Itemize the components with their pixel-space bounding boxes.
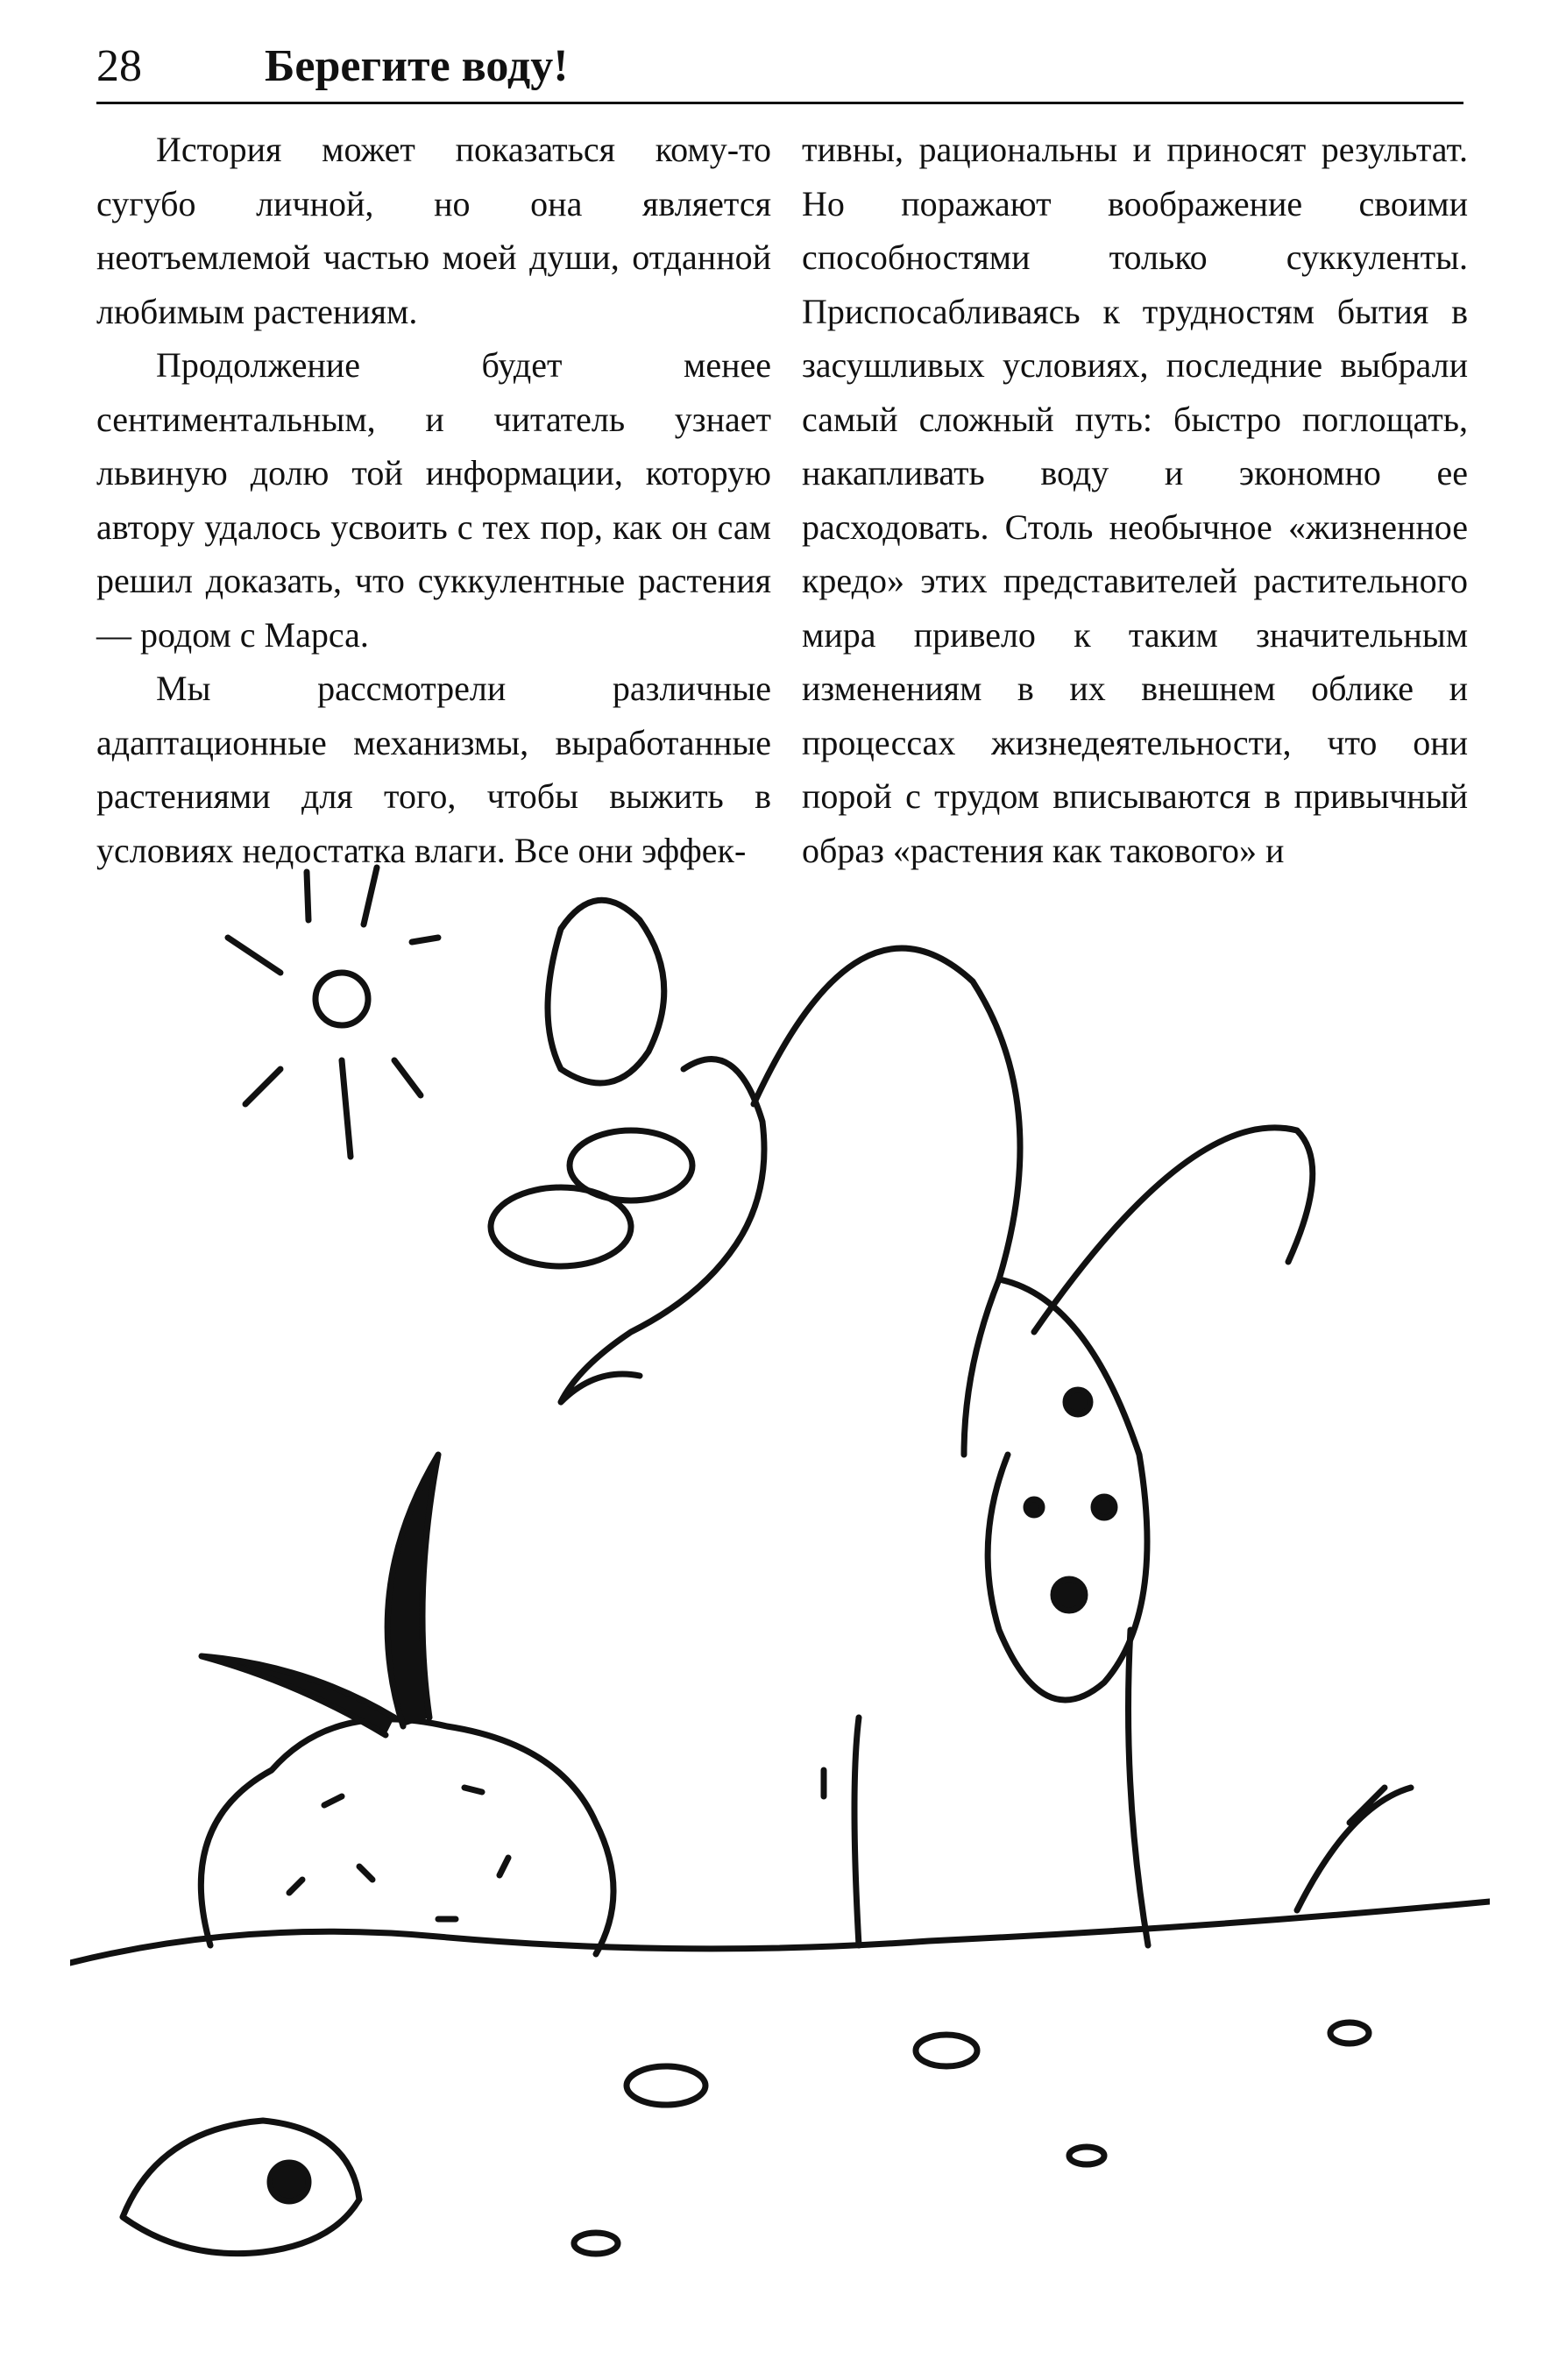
running-title: Берегите воду! (265, 41, 569, 91)
right-column (802, 123, 1468, 877)
cartoon-succulent-drawing-icon (70, 841, 1490, 2331)
paragraph: Продолжение будет менее сентиментальным, и читатель узнает львиную долю той информации, которую автору удалось усвоить с тех пор, как он сам решил доказать, что суккулентные растения — родом с Марса. (96, 345, 771, 655)
round-cactus-icon (201, 1455, 613, 1954)
page-number: 28 (96, 41, 142, 91)
page-header (96, 33, 1463, 104)
sun-icon (228, 868, 438, 1157)
left-column (96, 123, 771, 877)
paragraph: История может показаться кому-то сугубо личной, но она является неотъемлемой частью моей души, отданной любимым растениям. (96, 130, 771, 331)
creature-succulent-icon (491, 900, 1313, 1945)
skull-icon (123, 2121, 359, 2254)
paragraph: Мы рассмотрели различные адаптационные механизмы, выработанные растениями для того, чтобы выжить в условиях недостатка влаги. Все они эффек- (96, 669, 771, 870)
paragraph: тивны, рациональны и приносят результат. Но поражают воображение своими способностями только суккуленты. Приспосабливаясь к трудностям бытия в засушливых условиях, последние выбрали самый сложный путь: быстро поглощать, накапливать воду и экономно ее расходовать. Столь необычное «жизненное кредо» этих представителей растительного мира привело к таким значительным изменениям в их внешнем облике и процессах жизнедеятельности, что они порой с трудом вписываются в привычный образ «растения как такового» и (802, 130, 1468, 870)
